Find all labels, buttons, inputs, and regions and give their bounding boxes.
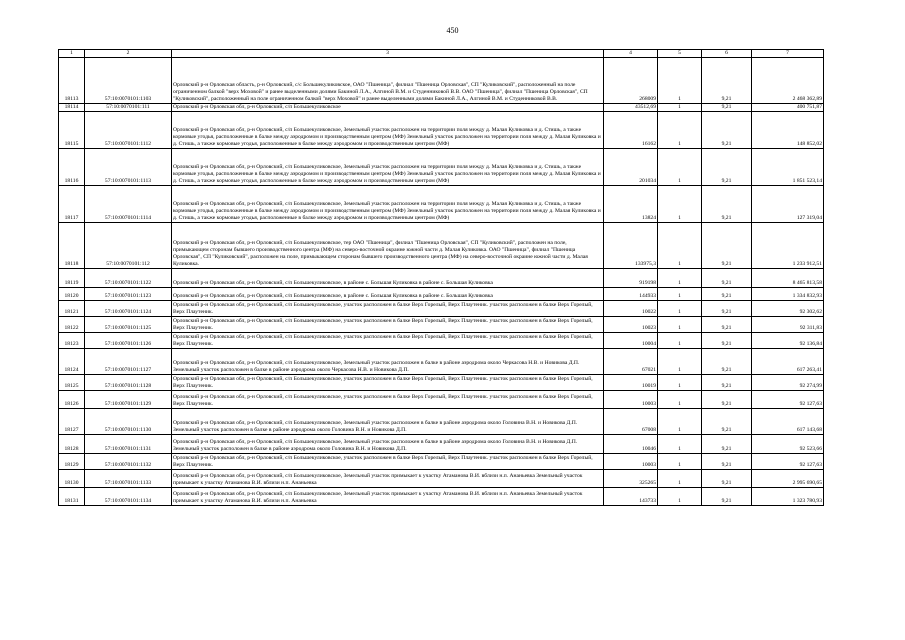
- table-row: [59, 58, 824, 104]
- table-row: [59, 391, 824, 409]
- cadastral-number: 57:10:0070101:1126: [85, 333, 172, 349]
- row-number: 18129: [59, 454, 85, 470]
- area-value: 10003: [604, 391, 658, 409]
- coefficient-value: 1: [658, 223, 702, 269]
- area-value: 67008: [604, 409, 658, 435]
- row-number: 18115: [59, 112, 85, 149]
- cadastral-value: 92 136,84: [752, 333, 824, 349]
- table-row: [59, 349, 824, 375]
- rate-value: 9,21: [702, 409, 752, 435]
- area-value: 67021: [604, 349, 658, 375]
- rate-value: 9,21: [702, 149, 752, 186]
- coefficient-value: 1: [658, 454, 702, 470]
- area-value: 16162: [604, 112, 658, 149]
- location-description: Орловский р-н Орловская обл, р-н Орловский, с/п Большекуликовское, Земельный участок расположен в балке в районе аэродрома около Головина В.Н. и Новикова Д.П. Земельный участок расположен в балке в районе аэродрома около Головина В.Н. и Новикова Д.П.: [172, 435, 604, 454]
- location-description: Орловский р-н Орловская обл, р-н Орловский, с/п Большекуликовское: [172, 104, 604, 112]
- rate-value: 9,21: [702, 349, 752, 375]
- location-description: Орловский р-н Орловская обл, р-н Орловский, с/п Большекуликовское, Земельный участок расположен на территории поля между д. Малая Куликовка и д. Стишь, а также кормовые угодья, расположенные в балке между аэродромом и производственным центром (МФ) Земельный участок расположен на территории поля между д. Малая Куликовка и д. Стишь, а также кормовые угодья, расположенные в балке между аэродромом и производственным центром (МФ): [172, 186, 604, 223]
- area-value: 919198: [604, 269, 658, 288]
- cadastral-number: 57:10:0070101:1128: [85, 375, 172, 391]
- location-description: Орловский р-н Орловская обл, р-н Орловский, с/п Большекуликовское, тер ОАО "Пшеница", филиал "Пшеница Орловская", СП "Куликовский", расположен на поле, примыкающем сторонам бывшего производственного центра (МФ) на северо-восточной окраине южной части д. Малая Куликовка. ОАО "Пшеница", филиал "Пшеница Орловская", СП "Куликовский", расположен на поле, примыкающем сторонам бывшего производственного центра (МФ) на северо-восточной окраине южной части д. Малая Куликовка.: [172, 223, 604, 269]
- cadastral-value: 148 852,02: [752, 112, 824, 149]
- location-description: Орловский р-н Орловская обл, р-н Орловский, с/п Большекуликовское, Земельный участок расположен на территории поля между д. Малая Куликовка и д. Стишь, а также кормовые угодья, расположенные в балке между аэродромом и производственным центром (МФ) Земельный участок расположен на территории поля между д. Малая Куликовка и д. Стишь, а также кормовые угодья, расположенные в балке между аэродромом и производственным центром (МФ): [172, 112, 604, 149]
- area-value: 268009: [604, 58, 658, 104]
- coefficient-value: 1: [658, 435, 702, 454]
- column-header: 2: [85, 50, 172, 58]
- rate-value: 9,21: [702, 470, 752, 488]
- area-value: 43512,69: [604, 104, 658, 112]
- rate-value: 9,21: [702, 186, 752, 223]
- area-value: 325265: [604, 470, 658, 488]
- coefficient-value: 1: [658, 488, 702, 506]
- table-row: [59, 223, 824, 269]
- rate-value: 9,21: [702, 333, 752, 349]
- location-description: Орловский р-н Орловская обл, р-н Орловский, с/п Большекуликовское, Земельный участок примыкает к участку Атаманова В.И. вблизи н.п. Ананьевка Земельный участок примыкает к участку Атаманова В.И. вблизи н.п. Ананьевка: [172, 488, 604, 506]
- location-description: Орловский р-н Орловская обл, р-н Орловский, с/п Большекуликовское, Земельный участок примыкает к участку Атаманова В.И. вблизи н.п. Ананьевка Земельный участок примыкает к участку Атаманова В.И. вблизи н.п. Ананьевка: [172, 470, 604, 488]
- column-header: 3: [172, 50, 604, 58]
- cadastral-number: 57:10:0070101:112: [85, 223, 172, 269]
- coefficient-value: 1: [658, 288, 702, 301]
- cadastral-value: 1 851 523,14: [752, 149, 824, 186]
- area-value: 13824: [604, 186, 658, 223]
- cadastral-number: 57:10:0070101:1123: [85, 288, 172, 301]
- column-header: 6: [702, 50, 752, 58]
- table-row: [59, 288, 824, 301]
- row-number: 18131: [59, 488, 85, 506]
- location-description: Орловский р-н Орловская обл, р-н Орловский, с/п Большекуликовское, участок расположен в балке Верх Горелый, Верх Плаутеник. участок расположен в балке Верх Горелый, Верх Плаутеник.: [172, 391, 604, 409]
- coefficient-value: 1: [658, 112, 702, 149]
- cadastral-value: 92 127,63: [752, 391, 824, 409]
- coefficient-value: 1: [658, 301, 702, 317]
- row-number: 18116: [59, 149, 85, 186]
- table-row: [59, 488, 824, 506]
- coefficient-value: 1: [658, 269, 702, 288]
- cadastral-value: 92 302,62: [752, 301, 824, 317]
- row-number: 18121: [59, 301, 85, 317]
- row-number: 18119: [59, 269, 85, 288]
- coefficient-value: 1: [658, 470, 702, 488]
- table-row: [59, 375, 824, 391]
- page-number: 450: [446, 26, 459, 35]
- table-row: [59, 409, 824, 435]
- location-description: Орловский р-н Орловская обл, р-н Орловский, с/п Большекуликовское, Земельный участок расположен в балке в районе аэродрома около Черкасова Н.В. и Новикова Д.П. Земельный участок расположен в балке в районе аэродрома около Черкасова Н.В. и Новикова Д.П.: [172, 349, 604, 375]
- cadastral-number: 57:10:0070101:1134: [85, 488, 172, 506]
- coefficient-value: 1: [658, 409, 702, 435]
- cadastral-value: 2 468 362,89: [752, 58, 824, 104]
- area-value: 143733: [604, 488, 658, 506]
- location-description: Орловский р-н Орловская обл, р-н Орловский, с/п Большекуликовское, Земельный участок расположен на территории поля между д. Малая Куликовка и д. Стишь, а также кормовые угодья, расположенные в балке между аэродромом и производственным центром (МФ) Земельный участок расположен на территории поля между д. Малая Куликовка и д. Стишь, а также кормовые угодья, расположенные в балке между аэродромом и производственным центром (МФ): [172, 149, 604, 186]
- cadastral-number: 57:10:0070101:1127: [85, 349, 172, 375]
- header-row: [59, 50, 824, 58]
- location-description: Орловский р-н Орловская обл, р-н Орловский, с/п Большекуликовское, участок расположен в балке Верх Горелый, Верх Плаутеник. участок расположен в балке Верх Горелый, Верх Плаутеник.: [172, 317, 604, 333]
- cadastral-number: 57:10:0070101:1122: [85, 269, 172, 288]
- rate-value: 9,21: [702, 375, 752, 391]
- cadastral-number: 57:10:0070101:1133: [85, 470, 172, 488]
- table-row: [59, 301, 824, 317]
- coefficient-value: 1: [658, 58, 702, 104]
- area-value: 10046: [604, 435, 658, 454]
- table-row: [59, 470, 824, 488]
- rate-value: 9,21: [702, 301, 752, 317]
- rate-value: 9,21: [702, 454, 752, 470]
- column-header: 1: [59, 50, 85, 58]
- cadastral-number: 57:10:0070101:1114: [85, 186, 172, 223]
- cadastral-number: 57:10:0070101:1129: [85, 391, 172, 409]
- location-description: Орловский р-н Орловская обл, р-н Орловский, с/п Большекуликовское, участок расположен в балке Верх Горелый, Верх Плаутеник. участок расположен в балке Верх Горелый, Верх Плаутеник.: [172, 375, 604, 391]
- area-value: 10023: [604, 317, 658, 333]
- cadastral-number: 57:10:0070101:1132: [85, 454, 172, 470]
- row-number: 18127: [59, 409, 85, 435]
- row-number: 18124: [59, 349, 85, 375]
- row-number: 18126: [59, 391, 85, 409]
- cadastral-number: 57:10:0070101:1103: [85, 58, 172, 104]
- location-description: Орловский р-н Орловская обл, р-н Орловский, с/п Большекуликовское, в районе с. Большая Куликовка в районе с. Большая Куликовка: [172, 288, 604, 301]
- location-description: Орловский р-н Орловская область, р-н Орловский, с/с Большекуликовское, ОАО "Пшеница", филиал "Пшеница Орловская", СП "Куликовский", расположенный на поле ограниченном балкой "верх Моховой" и ранее выделенными долями Бакиной Л.А., Алгиной В.М. и Студенниковой В.В. ОАО "Пшеница", филиал "Пшеница Орловская", СП "Куликовский", расположенный на поле ограниченном балкой "верх Моховой" и ранее выделенными долями Бакиной Л.А., Алгиной В.М. и Студенниковой В.В.: [172, 58, 604, 104]
- location-description: Орловский р-н Орловская обл, р-н Орловский, с/п Большекуликовское, участок расположен в балке Верх Горелый, Верх Плаутеник. участок расположен в балке Верх Горелый, Верх Плаутеник.: [172, 454, 604, 470]
- area-value: 10004: [604, 333, 658, 349]
- coefficient-value: 1: [658, 149, 702, 186]
- cadastral-number: 57:10:0070101:1113: [85, 149, 172, 186]
- table-row: [59, 112, 824, 149]
- cadastral-number: 57:10:0070101:1131: [85, 435, 172, 454]
- cadastral-value: 92 127,63: [752, 454, 824, 470]
- row-number: 18123: [59, 333, 85, 349]
- location-description: Орловский р-н Орловская обл, р-н Орловский, с/п Большекуликовское, Земельный участок расположен в балке в районе аэродрома около Головина В.Н. и Новикова Д.П. Земельный участок расположен в балке в районе аэродрома около Головина В.Н. и Новикова Д.П.: [172, 409, 604, 435]
- row-number: 18118: [59, 223, 85, 269]
- column-header: 7: [752, 50, 824, 58]
- rate-value: 9,21: [702, 488, 752, 506]
- table-row: [59, 149, 824, 186]
- row-number: 18120: [59, 288, 85, 301]
- cadastral-value: 2 995 690,65: [752, 470, 824, 488]
- cadastral-value: 617 143,68: [752, 409, 824, 435]
- table-row: [59, 186, 824, 223]
- row-number: 18117: [59, 186, 85, 223]
- table-row: [59, 333, 824, 349]
- cadastral-number: 57:10:0070101:1124: [85, 301, 172, 317]
- rate-value: 9,21: [702, 58, 752, 104]
- area-value: 133975,3: [604, 223, 658, 269]
- rate-value: 9,21: [702, 269, 752, 288]
- cadastral-number: 57:10:0070101:1125: [85, 317, 172, 333]
- coefficient-value: 1: [658, 391, 702, 409]
- coefficient-value: 1: [658, 104, 702, 112]
- rate-value: 9,21: [702, 104, 752, 112]
- area-value: 10019: [604, 375, 658, 391]
- rate-value: 9,21: [702, 112, 752, 149]
- table-row: [59, 317, 824, 333]
- cadastral-value: 1 334 832,93: [752, 288, 824, 301]
- cadastral-value: 92 274,99: [752, 375, 824, 391]
- row-number: 18114: [59, 104, 85, 112]
- cadastral-value: 92 523,66: [752, 435, 824, 454]
- rate-value: 9,21: [702, 391, 752, 409]
- cadastral-value: 1 323 780,93: [752, 488, 824, 506]
- column-header: 4: [604, 50, 658, 58]
- location-description: Орловский р-н Орловская обл, р-н Орловский, с/п Большекуликовское, в районе с. Большая Куликовка в районе с. Большая Куликовка: [172, 269, 604, 288]
- coefficient-value: 1: [658, 333, 702, 349]
- area-value: 10003: [604, 454, 658, 470]
- cadastral-value: 1 233 912,51: [752, 223, 824, 269]
- area-value: 10022: [604, 301, 658, 317]
- cadastral-number: 57:10:0070101:111: [85, 104, 172, 112]
- cadastral-value: 92 311,83: [752, 317, 824, 333]
- coefficient-value: 1: [658, 317, 702, 333]
- table-row: [59, 454, 824, 470]
- cadastral-value: 127 319,04: [752, 186, 824, 223]
- location-description: Орловский р-н Орловская обл, р-н Орловский, с/п Большекуликовское, участок расположен в балке Верх Горелый, Верх Плаутеник. участок расположен в балке Верх Горелый, Верх Плаутеник.: [172, 333, 604, 349]
- cadastral-value: 8 465 813,58: [752, 269, 824, 288]
- cadastral-value: 617 263,41: [752, 349, 824, 375]
- cadastral-number: 57:10:0070101:1112: [85, 112, 172, 149]
- cadastral-number: 57:10:0070101:1130: [85, 409, 172, 435]
- row-number: 18113: [59, 58, 85, 104]
- rate-value: 9,21: [702, 223, 752, 269]
- row-number: 18130: [59, 470, 85, 488]
- rate-value: 9,21: [702, 435, 752, 454]
- column-header: 5: [658, 50, 702, 58]
- rate-value: 9,21: [702, 288, 752, 301]
- cadastral-value: 400 751,87: [752, 104, 824, 112]
- row-number: 18128: [59, 435, 85, 454]
- table-row: [59, 435, 824, 454]
- area-value: 201034: [604, 149, 658, 186]
- rate-value: 9,21: [702, 317, 752, 333]
- coefficient-value: 1: [658, 349, 702, 375]
- coefficient-value: 1: [658, 186, 702, 223]
- area-value: 144933: [604, 288, 658, 301]
- row-number: 18122: [59, 317, 85, 333]
- table-row: [59, 104, 824, 112]
- table-row: [59, 269, 824, 288]
- land-registry-table: [58, 49, 824, 506]
- location-description: Орловский р-н Орловская обл, р-н Орловский, с/п Большекуликовское, участок расположен в балке Верх Горелый, Верх Плаутеник. участок расположен в балке Верх Горелый, Верх Плаутеник.: [172, 301, 604, 317]
- row-number: 18125: [59, 375, 85, 391]
- coefficient-value: 1: [658, 375, 702, 391]
